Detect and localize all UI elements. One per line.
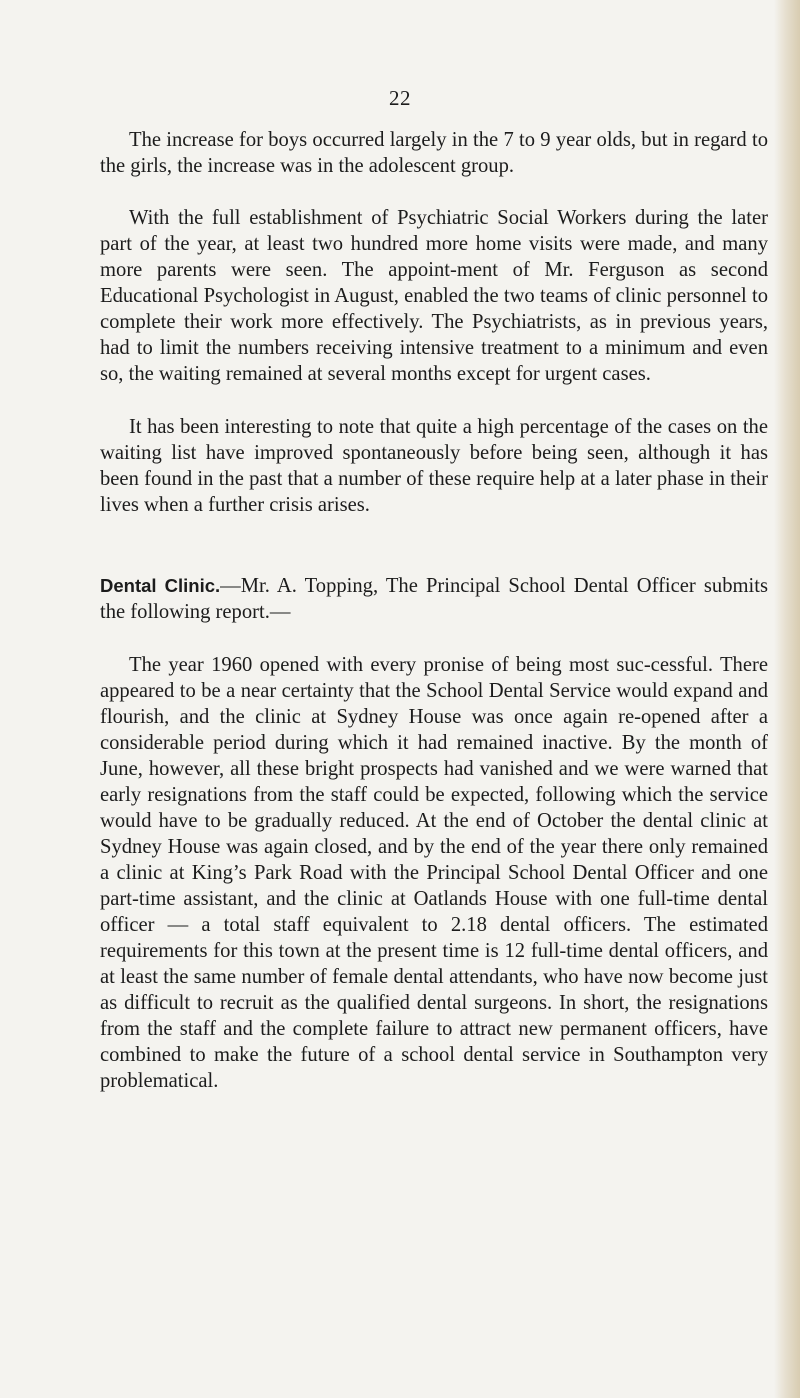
paragraph-waiting-list: It has been interesting to note that quite a high percentage of the cases on the waiting list have improved spontaneously before being seen, although it has been found in the past that a number of these require help at a later phase in their lives when a further crisis arises. — [100, 416, 768, 516]
section-heading-dental-clinic: Dental Clinic. — [100, 575, 221, 596]
page-edge-shadow — [774, 0, 800, 1398]
document-body — [100, 127, 768, 1094]
dental-clinic-intro-text: —Mr. A. Topping, The Principal School Dental Officer submits the following report.— — [100, 575, 768, 623]
page-number: 22 — [389, 86, 411, 110]
paragraph-dental-clinic-intro — [100, 573, 768, 625]
paragraph-boys-girls-increase: The increase for boys occurred largely in the 7 to 9 year olds, but in regard to the girls, the increase was in the adolescent group. — [100, 129, 768, 177]
paragraph-psychiatric-social-workers: With the full establishment of Psychiatric Social Workers during the later part of the year, at least two hundred more home visits were made, and many more parents were seen. The appoint-ment of Mr. Ferguson as second Educational Psychologist in August, enabled the two teams of clinic personnel to complete their work more effectively. The Psychiatrists, as in previous years, had to limit the numbers receiving intensive treatment to a minimum and even so, the waiting remained at several months except for urgent cases. — [100, 207, 768, 385]
paragraph-dental-report: The year 1960 opened with every pronise of being most suc-cessful. There appeared to be a near certainty that the School Dental Service would expand and flourish, and the clinic at Sydney House was once again re-opened after a considerable period during which it had remained inactive. By the month of June, however, all these bright prospects had vanished and we were warned that early resignations from the staff could be expected, following which the service would have to be gradually reduced. At the end of October the dental clinic at Sydney House was again closed, and by the end of the year there only remained a clinic at King’s Park Road with the Principal School Dental Officer and one part-time assistant, and the clinic at Oatlands House with one full-time dental officer — a total staff equivalent to 2.18 dental officers. The estimated requirements for this town at the present time is 12 full-time dental officers, and at least the same number of female dental attendants, who have now become just as difficult to recruit as the qualified dental surgeons. In short, the resignations from the staff and the complete failure to attract new permanent officers, have combined to make the future of a school dental service in Southampton very problematical. — [100, 654, 768, 1092]
